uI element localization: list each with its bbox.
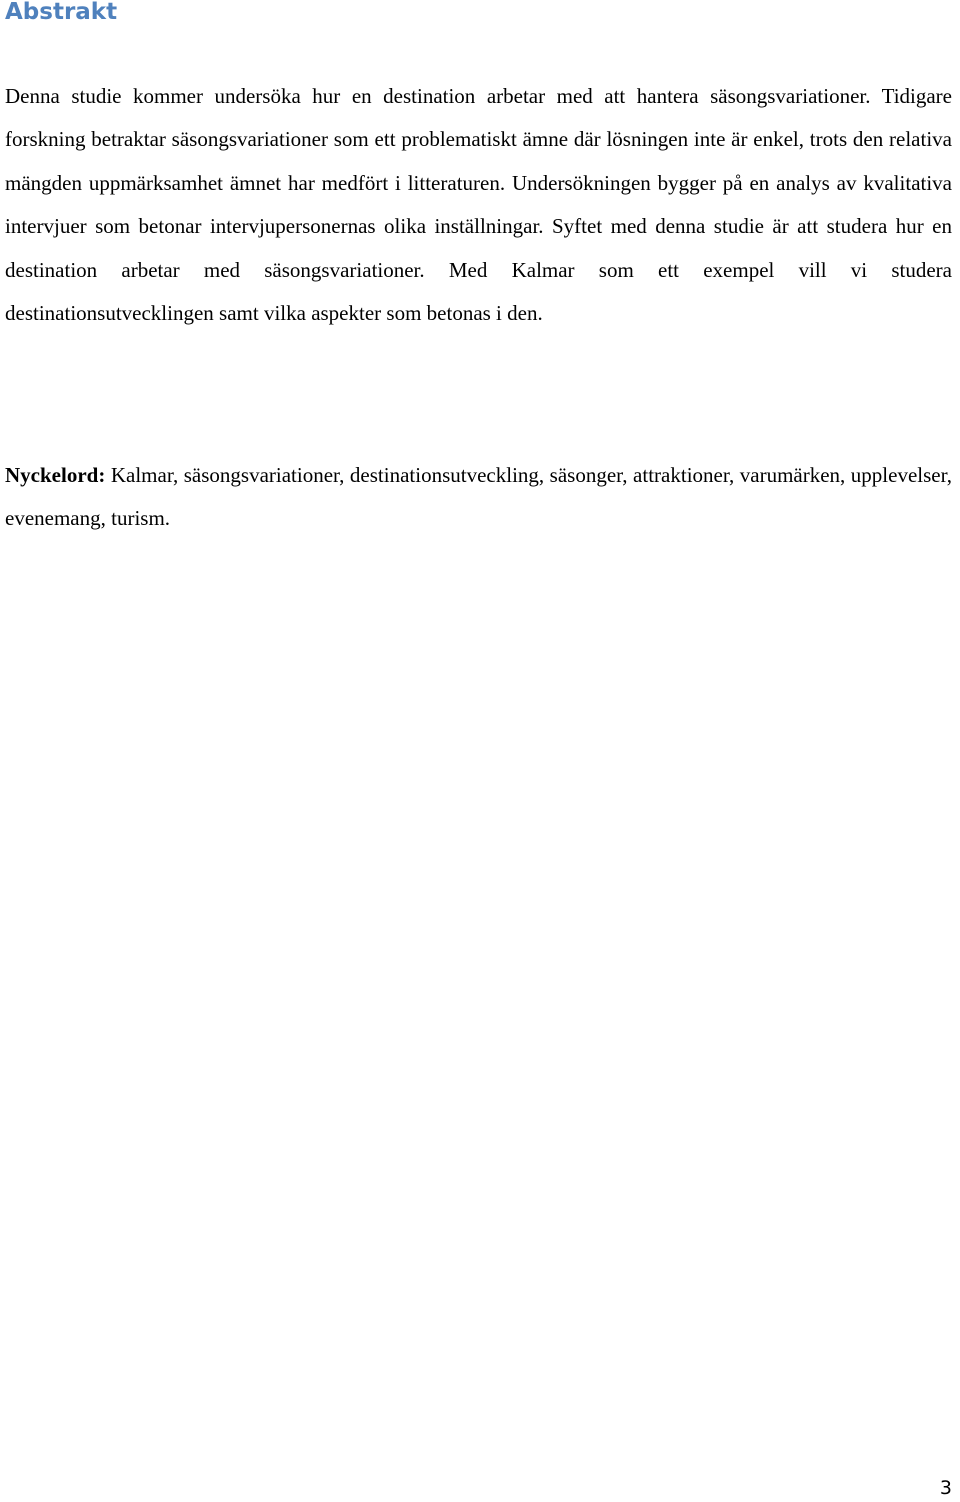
keywords-paragraph (5, 454, 952, 541)
section-heading: Abstrakt (5, 0, 118, 25)
keywords-label: Nyckelord: (5, 463, 106, 487)
page-number: 3 (939, 1477, 952, 1499)
keywords-list: Kalmar, säsongsvariationer, destinationsutveckling, säsonger, attraktioner, varumärken, upplevelser, evenemang, turism. (5, 463, 953, 531)
abstract-paragraph: Denna studie kommer undersöka hur en destination arbetar med att hantera säsongsvariationer. Tidigare forskning betraktar säsongsvariationer som ett problematiskt ämne där lösningen inte är enkel, trots den relativa mängden uppmärksamhet ämnet har medfört i litteraturen. Undersökningen bygger på en analys av kvalitativa intervjuer som betonar intervjupersonernas olika inställningar. Syftet med denna studie är att studera hur en destination arbetar med säsongsvariationer. Med Kalmar som ett exempel vill vi studera destinationsutvecklingen samt vilka aspekter som betonas i den. (5, 84, 952, 326)
